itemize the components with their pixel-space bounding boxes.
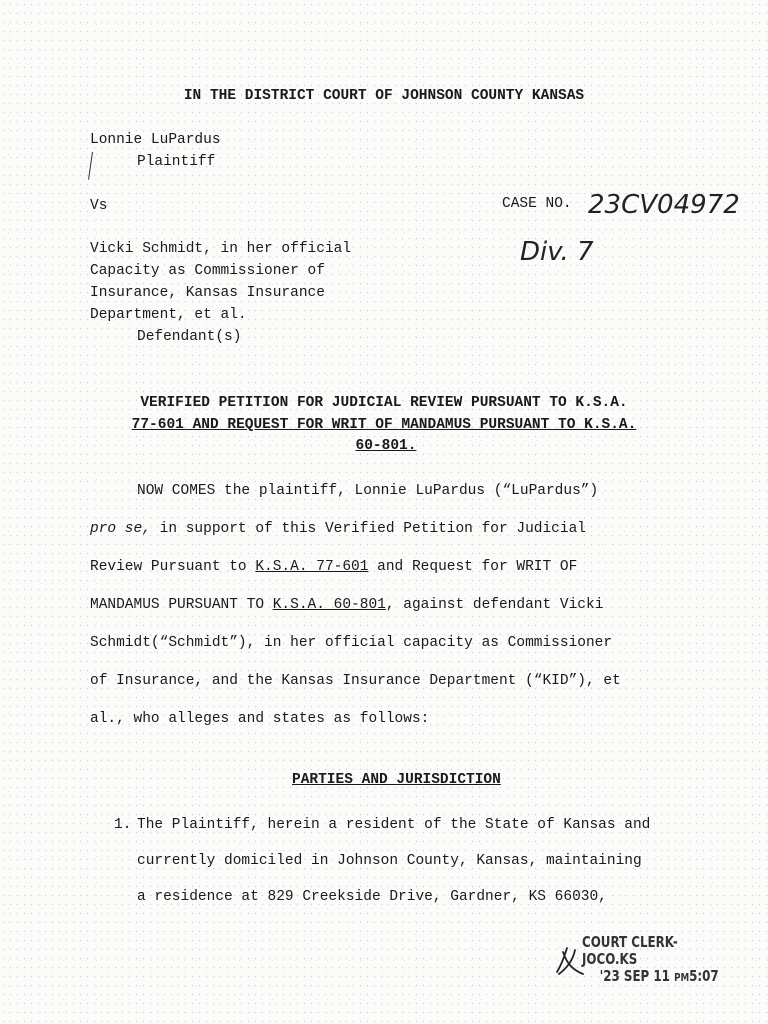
division-handwritten: Div. 7 (520, 237, 594, 267)
plaintiff-name: Lonnie LuPardus (90, 132, 221, 148)
petition-title-line-2: 77-601 AND REQUEST FOR WRIT OF MANDAMUS PURSUANT TO K.S.A. (131, 417, 637, 433)
petition-title-line-1: VERIFIED PETITION FOR JUDICIAL REVIEW PURSUANT TO K.S.A. (140, 395, 628, 411)
defendant-line: Insurance, Kansas Insurance (90, 285, 325, 301)
section-heading: PARTIES AND JURISDICTION (292, 772, 501, 788)
paragraph-line: The Plaintiff, herein a resident of the State of Kansas and (137, 817, 651, 833)
intro-line: al., who alleges and states as follows: (90, 711, 430, 727)
plaintiff-role: Plaintiff (137, 154, 216, 170)
court-header: IN THE DISTRICT COURT OF JOHNSON COUNTY KANSAS (183, 88, 585, 104)
paragraph-number: 1. (114, 817, 132, 833)
defendant-line: Capacity as Commissioner of (90, 263, 325, 279)
intro-line: NOW COMES the plaintiff, Lonnie LuPardus (“LuPardus”) (137, 483, 599, 499)
defendant-line: Vicki Schmidt, in her official (90, 241, 352, 257)
petition-title-line-3: 60-801. (355, 438, 417, 454)
clerk-filing-stamp (582, 934, 723, 986)
paragraph-line: a residence at 829 Creekside Drive, Gardner, KS 66030, (137, 889, 607, 905)
case-number-label: CASE NO. (502, 196, 572, 212)
pro-se: pro se, (90, 521, 151, 537)
intro-line: Schmidt(“Schmidt”), in her official capacity as Commissioner (90, 635, 613, 651)
stamp-line-1: COURT CLERK-JOCO.KS (582, 933, 678, 968)
intro-line: MANDAMUS PURSUANT TO K.S.A. 60-801, against defendant Vicki (90, 597, 604, 613)
defendant-line: Department, et al. (90, 307, 247, 323)
stamp-line-2: '23 SEP 11 PM5:07 (599, 967, 719, 985)
versus-label: Vs (90, 198, 108, 214)
defendant-role: Defendant(s) (137, 329, 242, 345)
intro-line: pro se, in support of this Verified Petition for Judicial (90, 521, 586, 537)
case-number-handwritten: 23CV04972 (588, 190, 740, 220)
intro-line: of Insurance, and the Kansas Insurance Department (“KID”), et (90, 673, 621, 689)
intro-line: Review Pursuant to K.S.A. 77-601 and Request for WRIT OF (90, 559, 578, 575)
paragraph-line: currently domiciled in Johnson County, Kansas, maintaining (137, 853, 642, 869)
statute-citation: K.S.A. 60-801 (272, 597, 386, 613)
statute-citation: K.S.A. 77-601 (255, 559, 369, 575)
handwritten-mark (88, 152, 95, 180)
